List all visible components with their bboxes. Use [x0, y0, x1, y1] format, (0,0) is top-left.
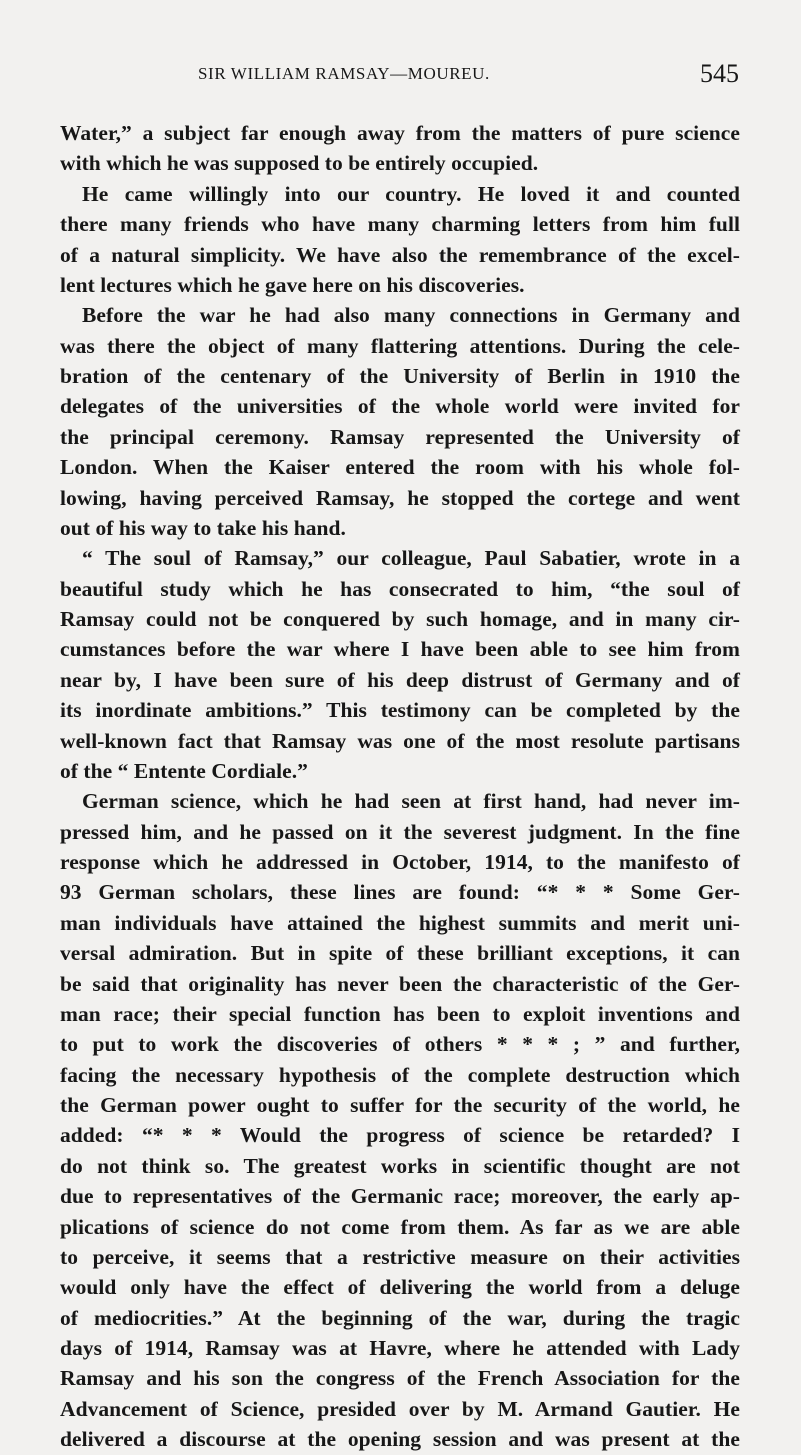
text-line: do not think so. The greatest works in scientific thought are not [60, 1153, 740, 1178]
text-line: man race; their special function has been to exploit inventions and [60, 1001, 740, 1026]
running-head: SIR WILLIAM RAMSAY—MOUREU. [198, 64, 490, 83]
text-line: be said that originality has never been the characteristic of the Ger- [60, 971, 740, 996]
text-line: added: “* * * Would the progress of science be retarded? I [60, 1123, 740, 1148]
text-line: lent lectures which he gave here on his discoveries. [60, 272, 525, 297]
text-line: facing the necessary hypothesis of the complete destruction which [60, 1062, 740, 1087]
text-line: would only have the effect of delivering the world from a deluge [60, 1275, 740, 1300]
text-line: was there the object of many flattering attentions. During the cele- [60, 333, 740, 358]
text-line: Advancement of Science, presided over by M. Armand Gautier. He [60, 1396, 740, 1421]
text-line: the principal ceremony. Ramsay represented the University of [60, 424, 740, 449]
text-line: days of 1914, Ramsay was at Havre, where he attended with Lady [60, 1336, 740, 1360]
text-line: London. When the Kaiser entered the room with his whole fol- [60, 455, 740, 480]
text-line: response which he addressed in October, 1914, to the manifesto of [60, 850, 740, 874]
text-line: plications of science do not come from them. As far as we are able [60, 1214, 740, 1239]
page-number: 545 [700, 59, 739, 88]
text-line: of a natural simplicity. We have also the remembrance of the excel- [60, 242, 740, 267]
text-line: German science, which he had seen at first hand, had never im- [82, 789, 740, 814]
text-line: of mediocrities.” At the beginning of the war, during the tragic [60, 1305, 740, 1330]
text-line: beautiful study which he has consecrated to him, “the soul of [60, 576, 740, 601]
text-line: due to representatives of the Germanic race; moreover, the early ap- [60, 1184, 740, 1209]
text-line: lowing, having perceived Ramsay, he stopped the cortege and went [60, 485, 740, 510]
text-line: delegates of the universities of the whole world were invited for [60, 394, 740, 419]
text-line: to perceive, it seems that a restrictive measure on their activities [60, 1244, 740, 1269]
text-line: out of his way to take his hand. [60, 515, 346, 540]
text-line: to put to work the discoveries of others * * * ; ” and further, [60, 1032, 740, 1057]
text-line: its inordinate ambitions.” This testimony can be completed by the [60, 698, 740, 723]
text-line: bration of the centenary of the University of Berlin in 1910 the [60, 364, 740, 388]
text-line: man individuals have attained the highest summits and merit uni- [60, 910, 740, 935]
text-line: pressed him, and he passed on it the severest judgment. In the fine [60, 819, 740, 844]
text-line: cumstances before the war where I have been able to see him from [60, 637, 740, 662]
text-line: Ramsay could not be conquered by such homage, and in many cir- [60, 607, 740, 631]
text-line: the German power ought to suffer for the security of the world, he [60, 1093, 740, 1117]
text-line: near by, I have been sure of his deep distrust of Germany and of [60, 667, 740, 692]
text-line: of the “ Entente Cordiale.” [60, 758, 308, 783]
text-line: “ The soul of Ramsay,” our colleague, Paul Sabatier, wrote in a [82, 546, 740, 571]
text-line: 93 German scholars, these lines are found: “* * * Some Ger- [60, 880, 740, 905]
text-line: delivered a discourse at the opening session and was present at the [60, 1427, 740, 1452]
text-line: Ramsay and his son the congress of the French Association for the [60, 1366, 740, 1391]
text-line: He came willingly into our country. He loved it and counted [82, 181, 740, 206]
text-line: Before the war he had also many connections in Germany and [82, 303, 740, 328]
text-line: versal admiration. But in spite of these brilliant exceptions, it can [60, 941, 740, 966]
body-text [60, 118, 740, 1455]
text-line: there many friends who have many charming letters from him full [60, 212, 740, 237]
text-line: well-known fact that Ramsay was one of the most resolute partisans [60, 728, 740, 753]
text-line: with which he was supposed to be entirely occupied. [60, 151, 539, 176]
text-line: Water,” a subject far enough away from the matters of pure science [60, 121, 740, 145]
